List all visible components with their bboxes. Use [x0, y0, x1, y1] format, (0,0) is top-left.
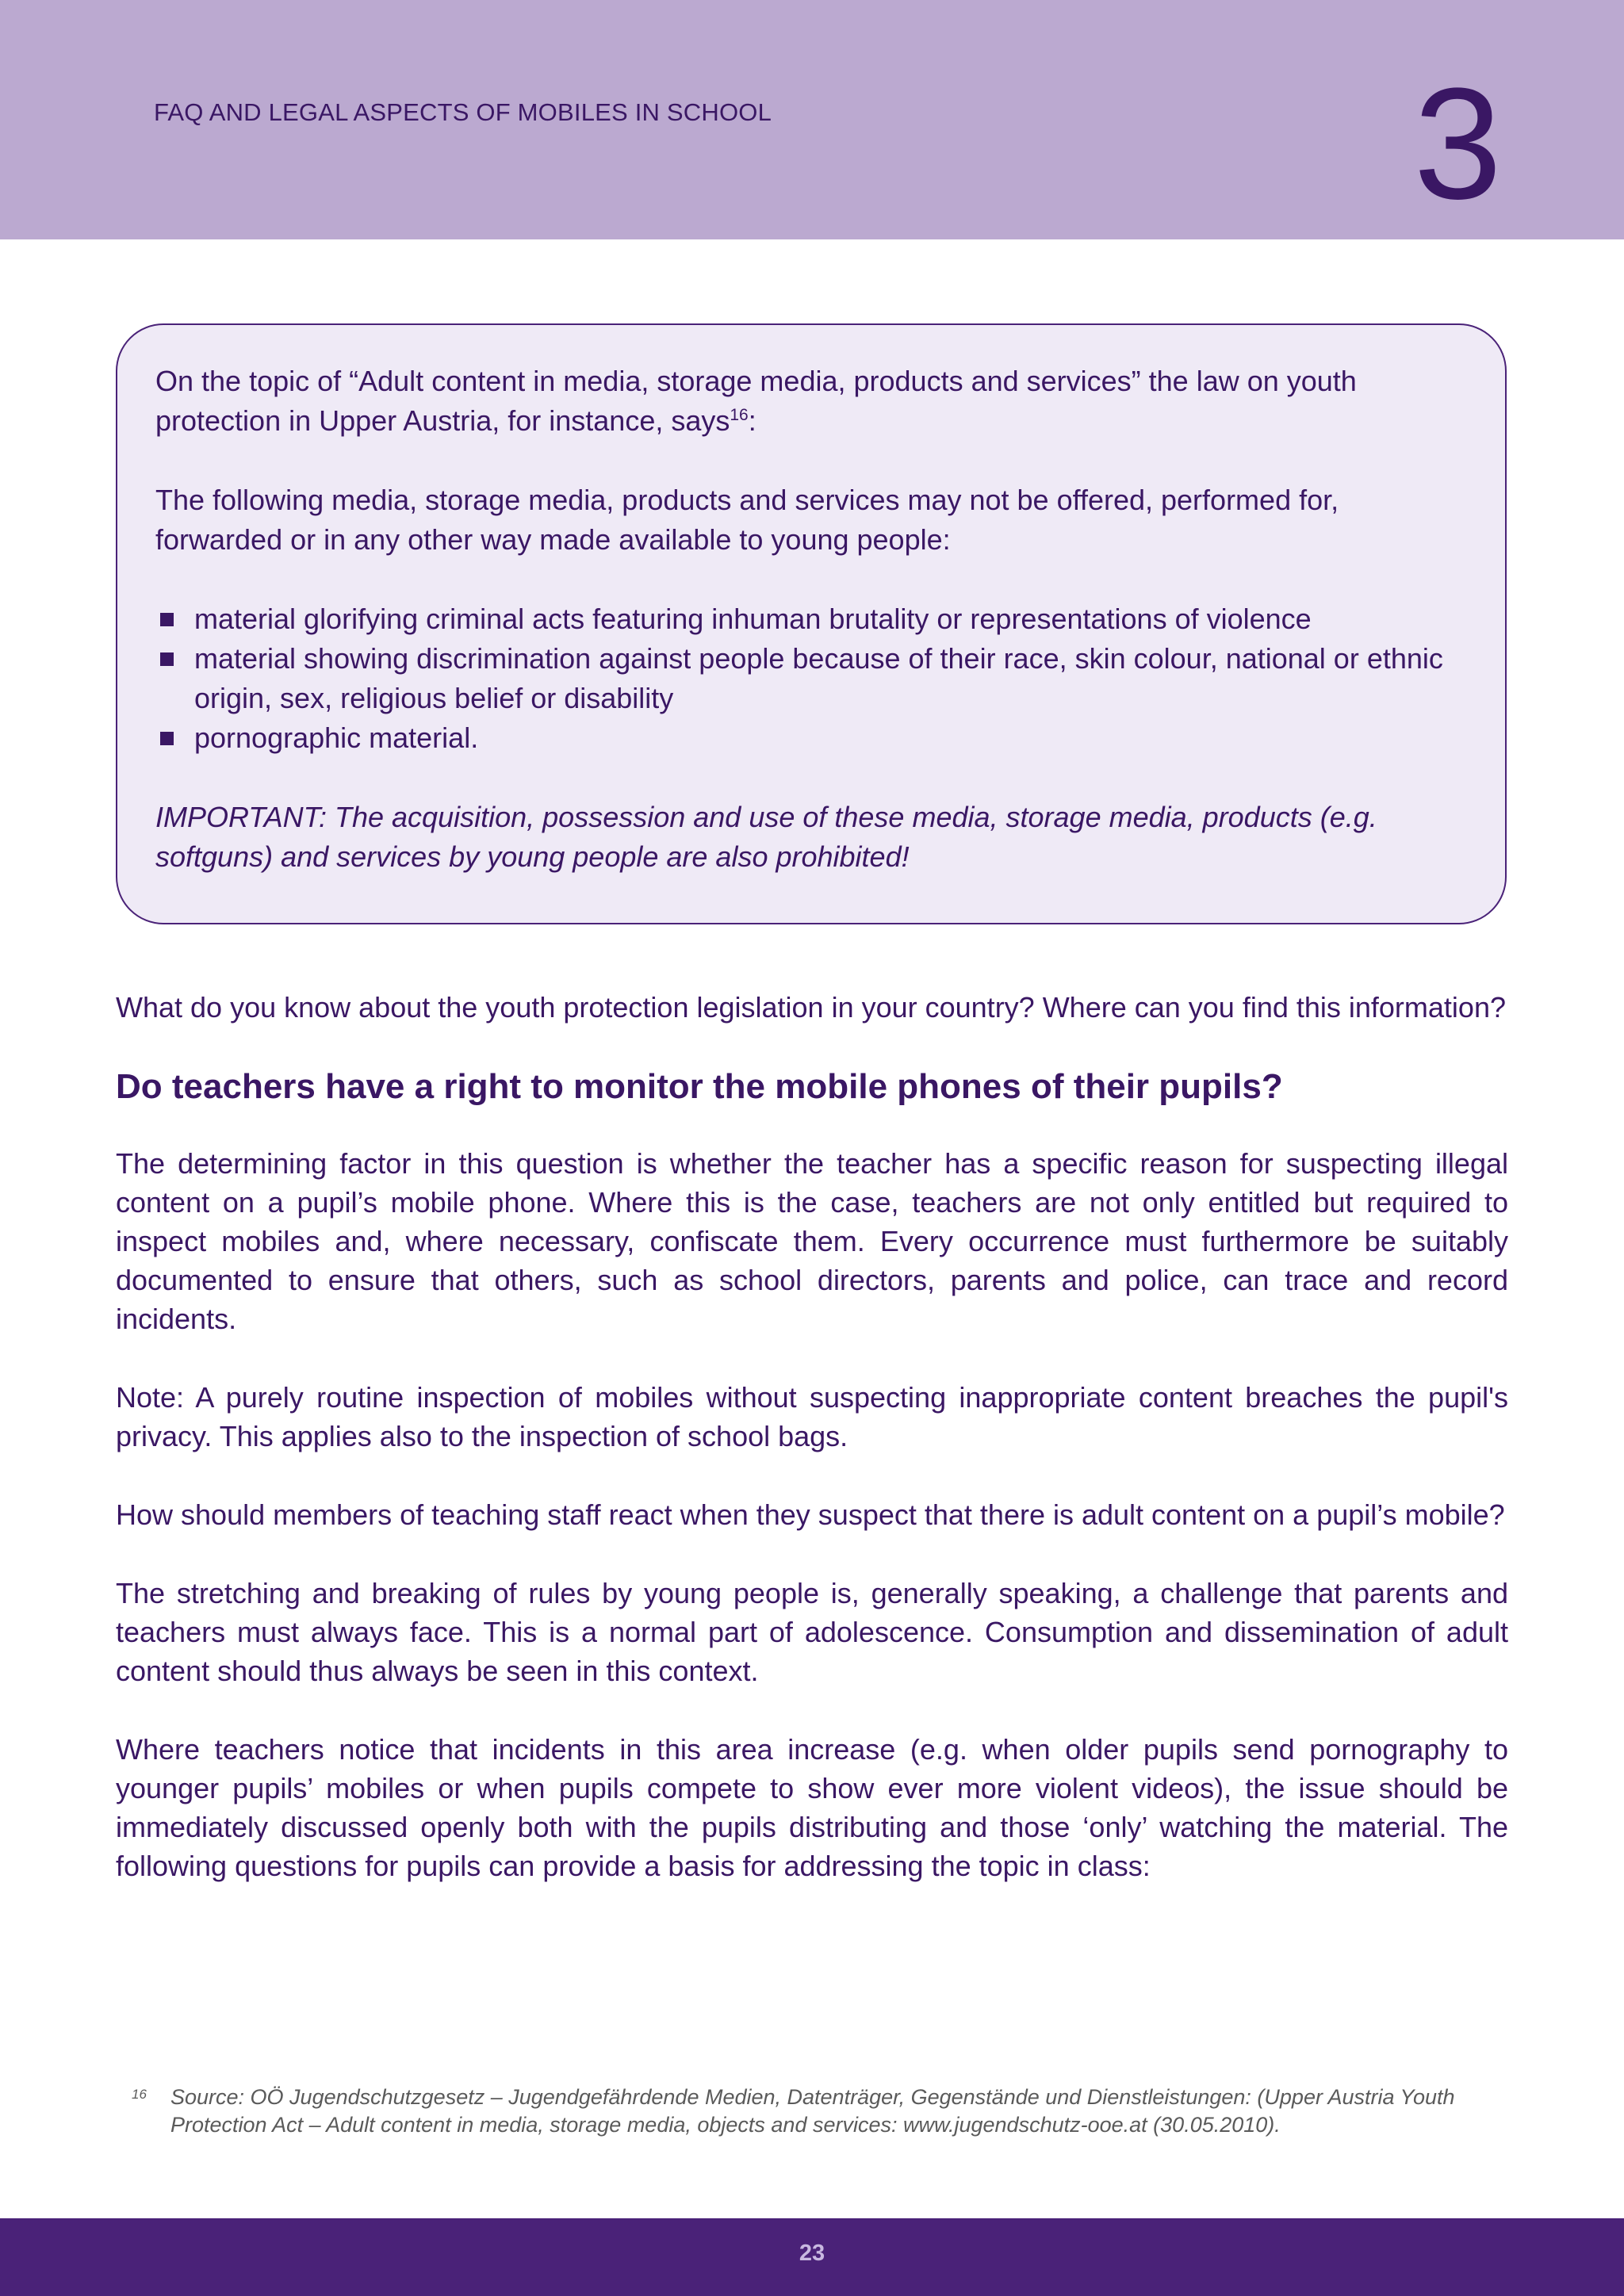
- page-footer: [0, 2218, 1624, 2296]
- footnote: [132, 2084, 1511, 2139]
- section-heading: Do teachers have a right to monitor the mobile phones of their pupils?: [116, 1067, 1283, 1106]
- footnote-text: Source: OÖ Jugendschutzgesetz – Jugendgefährdende Medien, Datenträger, Gegenstände und Dienstleistungen: (Upper Austria Youth Protection Act – Adult content in media, storage media, objects and services: www.jugendschutz-ooe.at (30.05.2010).: [170, 2085, 1455, 2137]
- list-item-text: material showing discrimination against people because of their race, skin colour, national or ethnic origin, sex, religious belief or disability: [194, 642, 1443, 714]
- section-title: FAQ AND LEGAL ASPECTS OF MOBILES IN SCHOOL: [154, 98, 772, 126]
- footnote-ref[interactable]: 16: [730, 406, 749, 424]
- paragraph: The determining factor in this question is whether the teacher has a specific reason for suspecting illegal content on a pupil’s mobile phone. Where this is the case, teachers are not only entitled but required to inspect mobiles and, where necessary, confiscate them. Every occurrence must furthermore be suitably documented to ensure that others, such as school directors, parents and police, can trace and record incidents.: [116, 1147, 1508, 1335]
- list-item-text: material glorifying criminal acts featuring inhuman brutality or representations of violence: [194, 603, 1312, 635]
- square-bullet-icon: [160, 652, 174, 666]
- box-intro: [155, 362, 1469, 441]
- reflection-question: What do you know about the youth protection legislation in your country? Where can you find this information?: [116, 991, 1506, 1024]
- page-header: [0, 0, 1624, 239]
- chapter-number: 3: [1413, 55, 1502, 232]
- paragraph: Where teachers notice that incidents in this area increase (e.g. when older pupils send pornography to younger pupils’ mobiles or when pupils compete to show ever more violent videos), the issue should be immediately discussed openly both with the pupils distributing and those ‘only’ watching the material. The following questions for pupils can provide a basis for addressing the topic in class:: [116, 1733, 1508, 1882]
- list-item: [155, 599, 1469, 639]
- page-number: 23: [799, 2241, 825, 2266]
- important-note: IMPORTANT: The acquisition, possession and use of these media, storage media, products (e.g. softguns) and services by young people are also prohibited!: [155, 801, 1377, 873]
- list-item-text: pornographic material.: [194, 721, 479, 754]
- square-bullet-icon: [160, 613, 174, 626]
- box-intro-end: :: [748, 404, 756, 437]
- paragraph: The stretching and breaking of rules by young people is, generally speaking, a challenge that parents and teachers must always face. This is a normal part of adolescence. Consumption and dissemination of adult content should thus always be seen in this context.: [116, 1577, 1508, 1687]
- list-item: [155, 639, 1469, 718]
- list-item: [155, 718, 1469, 758]
- footnote-mark: 16: [132, 2087, 147, 2102]
- main-content: [116, 988, 1508, 1925]
- prohibited-list: [155, 599, 1469, 758]
- law-quote-box: [116, 323, 1507, 924]
- box-lead: The following media, storage media, products and services may not be offered, performed for, forwarded or in any other way made available to young people:: [155, 484, 1339, 556]
- paragraph: Note: A purely routine inspection of mobiles without suspecting inappropriate content breaches the pupil's privacy. This applies also to the inspection of school bags.: [116, 1381, 1508, 1452]
- box-intro-text: On the topic of “Adult content in media, storage media, products and services” the law on youth protection in Upper Austria, for instance, says: [155, 365, 1357, 437]
- paragraph: How should members of teaching staff react when they suspect that there is adult content on a pupil’s mobile?: [116, 1498, 1505, 1531]
- square-bullet-icon: [160, 732, 174, 745]
